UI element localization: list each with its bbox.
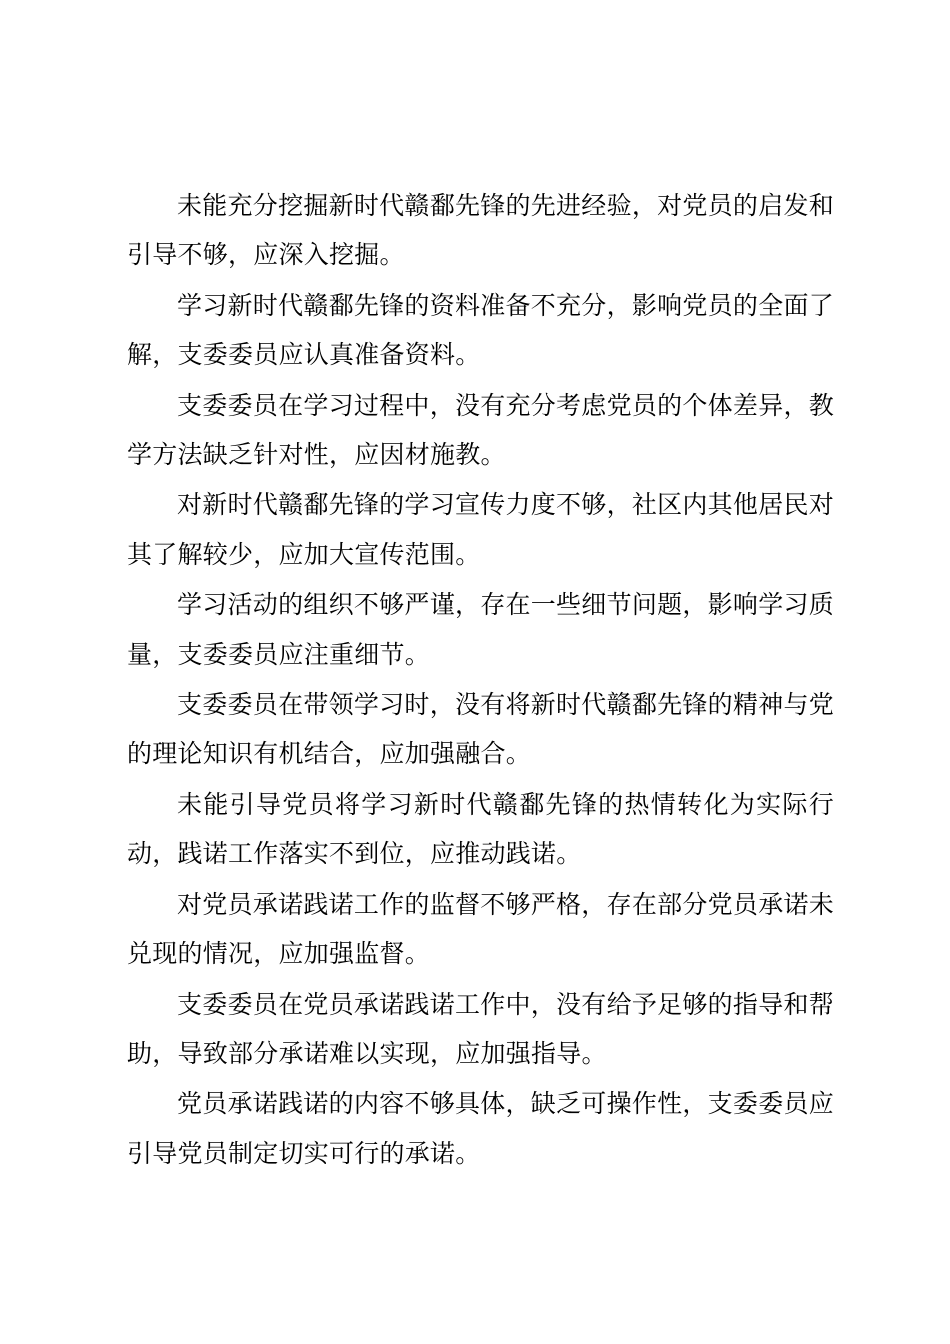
paragraph: 学习活动的组织不够严谨，存在一些细节问题，影响学习质量，支委委员应注重细节。 <box>127 590 834 669</box>
paragraph: 学习新时代赣鄱先锋的资料准备不充分，影响党员的全面了解，支委委员应认真准备资料。 <box>127 290 834 370</box>
paragraph: 支委委员在学习过程中，没有充分考虑党员的个体差异，教学方法缺乏针对性，应因材施教。 <box>127 390 834 470</box>
paragraph: 支委委员在带领学习时，没有将新时代赣鄱先锋的精神与党的理论知识有机结合，应加强融合。 <box>127 690 834 769</box>
paragraph: 未能引导党员将学习新时代赣鄱先锋的热情转化为实际行动，践诺工作落实不到位，应推动践诺。 <box>127 789 834 869</box>
paragraph: 党员承诺践诺的内容不够具体，缺乏可操作性，支委委员应引导党员制定切实可行的承诺。 <box>127 1089 834 1168</box>
paragraph: 未能充分挖掘新时代赣鄱先锋的先进经验，对党员的启发和引导不够，应深入挖掘。 <box>127 191 834 270</box>
paragraph: 对党员承诺践诺工作的监督不够严格，存在部分党员承诺未兑现的情况，应加强监督。 <box>127 889 834 969</box>
paragraph: 对新时代赣鄱先锋的学习宣传力度不够，社区内其他居民对其了解较少，应加大宣传范围。 <box>127 490 834 569</box>
document-body <box>127 181 834 1179</box>
paragraph: 支委委员在党员承诺践诺工作中，没有给予足够的指导和帮助，导致部分承诺难以实现，应加强指导。 <box>127 989 834 1068</box>
